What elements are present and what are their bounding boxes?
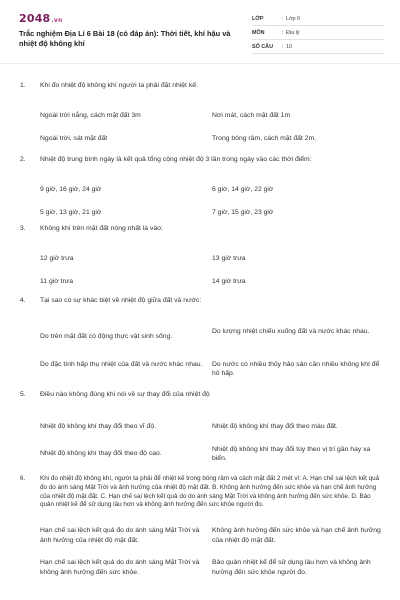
option-c[interactable]: Do đặc tính hấp thụ nhiệt của đất và nước khác nhau. (40, 360, 203, 368)
option-b[interactable]: Nhiệt độ không khí thay đổi theo màu đất. (212, 422, 338, 430)
option-c[interactable]: 5 giờ, 13 giờ, 21 giờ (40, 208, 102, 216)
meta-value: Lớp 6 (286, 15, 301, 22)
option-a[interactable]: 12 giờ trưa (40, 254, 74, 262)
question-text: Điều nào không đúng khi nói về sự thay đổi của nhiệt độ (40, 391, 210, 398)
meta-value: Địa lý (286, 29, 300, 36)
logo-main: 2048 (19, 12, 51, 25)
option-d[interactable]: 7 giờ, 15 giờ, 23 giờ (212, 208, 274, 216)
option-d[interactable]: Nhiệt độ không khí thay đổi tùy theo vị trí gần hay xa biển. (212, 445, 371, 462)
question-number: 6. (20, 475, 26, 482)
question-1 (20, 81, 382, 147)
question-number: 3. (20, 225, 26, 232)
logo-suffix: .vn (51, 17, 63, 24)
option-b[interactable]: Không ảnh hưởng đến sức khỏe và hạn chế ảnh hưởng của nhiệt độ mặt đất. (212, 527, 381, 544)
question-text: Khi đo nhiệt độ không khí người ta phải đặt nhiệt kế: (40, 82, 198, 89)
option-d[interactable]: Trong bóng râm, cách mặt đất 2m. (212, 134, 317, 142)
meta-row-count: SỐ CÂU : 10 (252, 40, 384, 54)
question-number: 2. (20, 156, 26, 163)
question-4 (20, 296, 382, 384)
meta-row-subject: MÔN : Địa lý (252, 26, 384, 40)
option-c[interactable]: Hạn chế sai lệch kết quả do do ánh sáng Mặt Trời và không ảnh hưởng đến sức khỏe. (40, 559, 200, 576)
option-b[interactable]: 13 giờ trưa (212, 254, 246, 262)
question-6 (20, 475, 382, 582)
meta-key: SỐ CÂU (252, 43, 273, 50)
option-c[interactable]: Ngoài trời, sát mặt đất (40, 134, 108, 142)
option-d[interactable]: Do nước có nhiều thủy hảo sản cần nhiều không khí để hô hấp. (212, 360, 380, 377)
option-a[interactable]: 9 giờ, 16 giờ, 24 giờ (40, 185, 102, 193)
question-text: Tại sao có sự khác biệt về nhiệt độ giữa đất và nước: (40, 297, 202, 304)
meta-value: 10 (286, 43, 292, 50)
option-a[interactable]: Nhiệt độ không khí thay đổi theo vĩ độ. (40, 422, 157, 430)
site-logo[interactable] (19, 12, 62, 25)
question-number: 1. (20, 82, 26, 89)
meta-key: MÔN (252, 29, 265, 36)
question-3 (20, 224, 382, 290)
question-text: Không khí trên mặt đất nóng nhất là vào: (40, 225, 163, 232)
option-b[interactable]: Do lượng nhiệt chiếu xuống đất và nước khác nhau. (212, 327, 370, 335)
option-a[interactable]: Hạn chế sai lệch kết quả đo do ánh sáng Mặt Trời và ảnh hưởng của nhiệt độ mặt đất. (40, 527, 200, 544)
meta-table (252, 12, 384, 54)
option-a[interactable]: Ngoài trời nắng, cách mặt đất 3m (40, 111, 141, 119)
question-number: 5. (20, 391, 26, 398)
question-2 (20, 155, 382, 221)
question-text: Nhiệt độ trung bình ngày là kết quả tổng cộng nhiệt độ 3 lần trong ngày vào các thời điểm: (40, 156, 312, 163)
option-c[interactable]: 11 giờ trưa (40, 277, 74, 285)
option-d[interactable]: Bảo quản nhiệt kế để sử dụng lâu hơn và không ảnh hưởng đến sức khỏe người đo. (212, 559, 371, 576)
question-5 (20, 390, 382, 468)
question-text: Khi đo nhiệt độ không khí, người ta phải để nhiệt kế trong bóng râm và cách mặt đất 2 mét vì: A. Hạn chế sai lệch kết quả đo do ánh sáng Mặt Trời và ảnh hưởng của nhiệt độ mặt đất. B. Không ảnh hưởng đến sức khỏe và hạn chế ảnh hưởng của nhiệt độ mặt đất. C. Hạn chế sai lệch kết quả do do ánh sáng Mặt Trời và không ảnh hưởng đến sức khỏe. D. Bảo quản nhiệt kế để sử dụng lâu hơn và không ảnh hưởng đến sức khỏe người đo. (40, 475, 380, 509)
meta-key: LỚP (252, 15, 264, 22)
meta-row-grade: LỚP : Lớp 6 (252, 12, 384, 26)
question-number: 4. (20, 297, 26, 304)
page-title: Trắc nghiệm Địa Lí 6 Bài 18 (có đáp án): Thời tiết, khí hậu và nhiệt độ không khí (19, 29, 231, 48)
option-a[interactable]: Do trên mặt đất có động thực vật sinh sống. (40, 332, 173, 340)
header (0, 0, 400, 64)
option-d[interactable]: 14 giờ trưa (212, 277, 246, 285)
option-b[interactable]: 6 giờ, 14 giờ, 22 giờ (212, 185, 274, 193)
option-c[interactable]: Nhiệt độ không khí thay đổi theo độ cao. (40, 449, 162, 457)
option-b[interactable]: Nơi mát, cách mặt đất 1m (212, 111, 291, 119)
